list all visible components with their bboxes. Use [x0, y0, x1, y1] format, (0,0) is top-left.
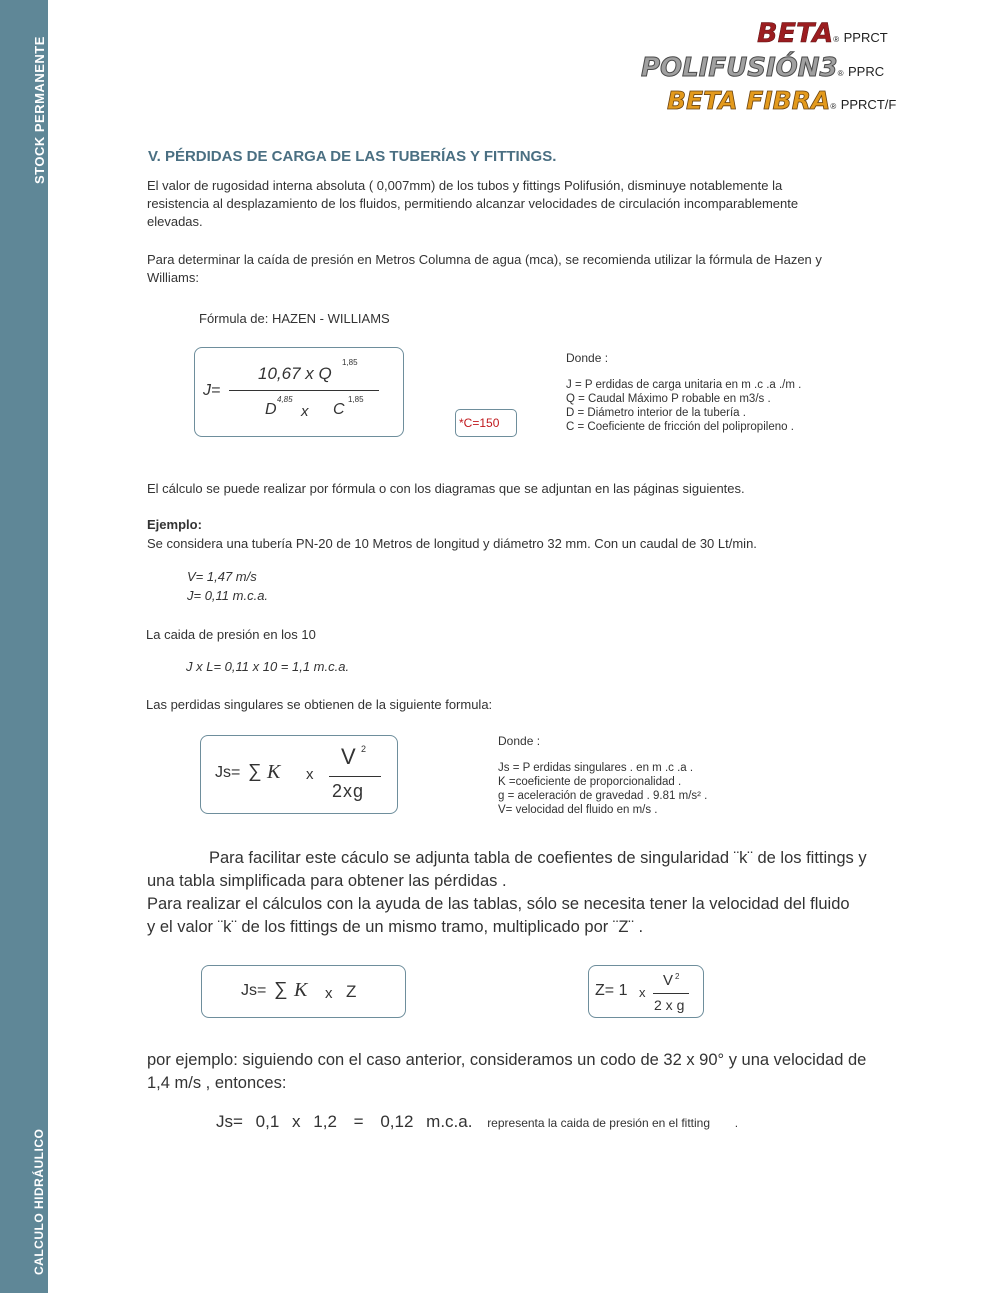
text-line: Para determinar la caída de presión en Metros Columna de agua (mca), se recomienda utilizar la fórmula de Hazen y	[147, 252, 822, 267]
fraction-line	[229, 390, 379, 391]
c-coefficient-note	[455, 409, 517, 437]
calc-intro: El cálculo se puede realizar por fórmula o con los diagramas que se adjuntan en las páginas siguientes.	[147, 481, 745, 496]
singular-intro: Las perdidas singulares se obtienen de la siguiente formula:	[146, 697, 493, 712]
times-symbol: x	[292, 1112, 301, 1131]
z-lhs: Z= 1	[595, 982, 628, 999]
brand-polifusion-name: POLIFUSIÓN3	[641, 53, 838, 83]
formula-label: Fórmula de: HAZEN - WILLIAMS	[199, 311, 390, 326]
result-value: 0,12	[380, 1112, 414, 1131]
brand-beta-suffix: PPRCT	[843, 30, 888, 45]
donde-1-list	[566, 378, 801, 434]
c-exponent: 1,85	[348, 395, 364, 404]
fraction-line	[329, 776, 381, 777]
c-note-text: *C=150	[459, 416, 500, 430]
times-symbol: x	[325, 985, 333, 1002]
sidebar-top-label: STOCK PERMANENTE	[32, 36, 47, 184]
result-note-end: .	[734, 1116, 739, 1130]
gravity-denominator: 2xg	[332, 781, 365, 801]
text-line: una tabla simplificada para obtener las pérdidas .	[147, 872, 507, 890]
text-line: por ejemplo: siguiendo con el caso anterior, consideramos un codo de 32 x 90° y una velocidad de	[147, 1051, 867, 1069]
velocity-numerator: V	[663, 972, 674, 989]
brand-beta-fibra-suffix: PPRCT/F	[840, 97, 897, 112]
hazen-paragraph	[147, 251, 822, 287]
js-z-formula-box	[201, 965, 406, 1018]
denominator-x: x	[301, 403, 309, 420]
denominator-c: C	[333, 401, 345, 418]
text-line: y el valor ¨k¨ de los fittings de un mismo tramo, multiplicado por ¨Z¨ .	[147, 918, 644, 936]
sum-symbol: ∑	[274, 979, 288, 1000]
formula-lhs: J=	[203, 382, 221, 399]
k-symbol: K	[294, 979, 308, 1001]
velocity-numerator: V	[341, 744, 356, 769]
value-z: 1,2	[313, 1112, 337, 1131]
facilitate-paragraph	[147, 847, 867, 939]
brand-polifusion-suffix: PPRC	[847, 64, 885, 79]
brand-beta-name: BETA	[757, 18, 834, 49]
registered-mark: ®	[837, 69, 844, 78]
definition-line: V= velocidad del fluido en m/s .	[498, 804, 658, 816]
sidebar-bottom-label: CALCULO HIDRÁULICO	[32, 1128, 46, 1275]
result-note: representa la caida de presión en el fitting	[487, 1116, 710, 1130]
definition-line: g = aceleración de gravedad . 9.81 m/s² .	[498, 790, 708, 802]
sum-symbol: ∑	[248, 761, 262, 782]
equals-symbol: =	[353, 1112, 364, 1131]
denominator-d: D	[265, 401, 277, 418]
text-line: resistencia al desplazamiento de los fluidos, permitiendo alcanzar velocidades de circulación incomparablemente	[147, 196, 799, 211]
velocity-exponent: 2	[361, 744, 367, 754]
brand-beta-fibra-name: BETA FIBRA	[667, 86, 831, 115]
times-symbol: x	[306, 766, 314, 783]
d-exponent: 4,85	[277, 395, 293, 404]
text-line: Para facilitar este cáculo se adjunta tabla de coefientes de singularidad ¨k¨ de los fittings y	[209, 849, 867, 867]
example-paragraph	[147, 1049, 866, 1095]
final-result-line	[216, 1112, 738, 1132]
drop-label: La caida de presión en los 10	[146, 627, 316, 642]
registered-mark: ®	[830, 102, 837, 111]
hazen-formula-box	[194, 347, 404, 437]
example-label: Ejemplo:	[147, 517, 202, 532]
definition-line: K =coeficiente de proporcionalidad .	[498, 776, 682, 788]
js-lhs: Js=	[241, 982, 267, 999]
z-formula-box	[588, 965, 704, 1018]
text-line: Williams:	[147, 270, 199, 285]
definition-line: C = Coeficiente de fricción del polipropileno .	[566, 421, 794, 433]
numerator-exponent: 1,85	[342, 358, 358, 367]
js-lhs: Js=	[215, 764, 241, 781]
definition-line: D = Diámetro interior de la tubería .	[566, 407, 746, 419]
brand-beta	[757, 18, 888, 49]
sidebar	[0, 0, 48, 1293]
definition-line: Q = Caudal Máximo P robable en m3/s .	[566, 393, 771, 405]
jxl-calculation: J x L= 0,11 x 10 = 1,1 m.c.a.	[186, 659, 350, 674]
donde-2-list	[498, 761, 707, 817]
brand-polifusion	[641, 53, 884, 83]
intro-paragraph	[147, 177, 798, 231]
text-line: elevadas.	[147, 214, 203, 229]
velocity-exponent: 2	[675, 972, 680, 981]
formula-numerator: 10,67 x Q	[258, 364, 332, 383]
text-line: Para realizar el cálculos con la ayuda de las tablas, sólo se necesita tener la velocidad del fluido	[147, 895, 850, 913]
example-text: Se considera una tubería PN-20 de 10 Metros de longitud y diámetro 32 mm. Con un caudal de 30 Lt/min.	[147, 536, 757, 551]
donde-1-title: Donde :	[566, 351, 609, 365]
j-value: J= 0,11 m.c.a.	[187, 588, 269, 603]
definition-line: J = P erdidas de carga unitaria en m .c .a ./m .	[566, 379, 802, 391]
velocity-value: V= 1,47 m/s	[187, 569, 257, 584]
brand-beta-fibra	[667, 86, 896, 115]
fraction-line	[653, 993, 689, 994]
js-formula-box	[200, 735, 398, 814]
text-line: El valor de rugosidad interna absoluta ( 0,007mm) de los tubos y fittings Polifusión, disminuye notablemente la	[147, 178, 783, 193]
registered-mark: ®	[833, 35, 840, 44]
times-symbol: x	[639, 985, 646, 1000]
result-unit: m.c.a.	[426, 1112, 473, 1131]
value-k: 0,1	[255, 1112, 280, 1131]
js-label: Js=	[216, 1112, 243, 1131]
definition-line: Js = P erdidas singulares . en m .c .a .	[498, 762, 694, 774]
text-line: 1,4 m/s , entonces:	[147, 1074, 287, 1092]
section-title: V. PÉRDIDAS DE CARGA DE LAS TUBERÍAS Y FITTINGS.	[148, 148, 557, 165]
donde-2-title: Donde :	[498, 734, 541, 748]
k-symbol: K	[267, 761, 281, 783]
z-symbol: Z	[346, 982, 357, 1001]
gravity-denominator: 2 x g	[654, 997, 685, 1013]
